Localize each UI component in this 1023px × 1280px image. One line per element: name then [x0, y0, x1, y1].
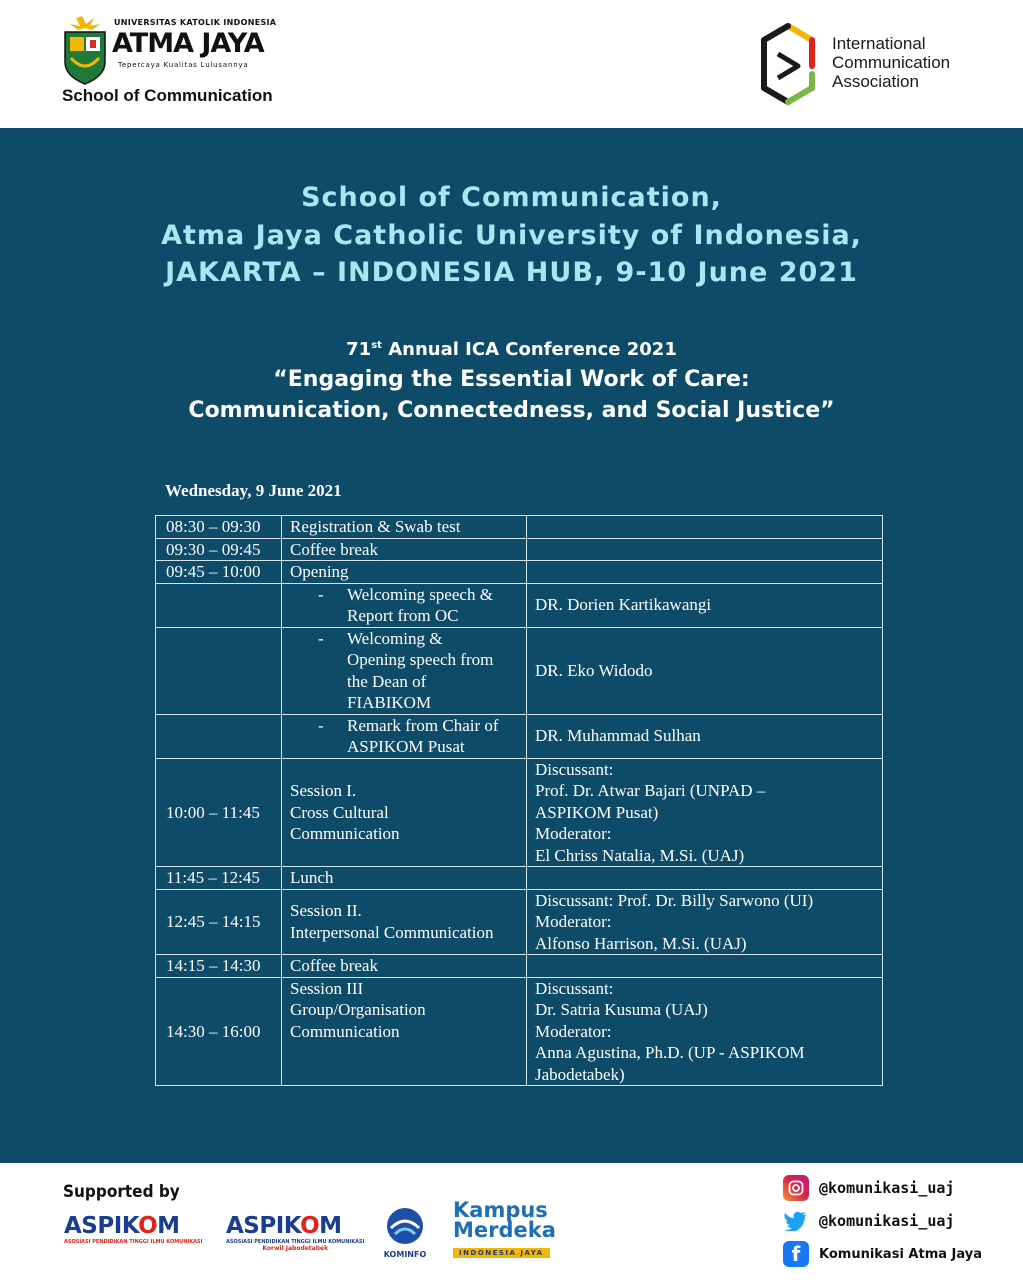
activity-line: Communication — [290, 1021, 400, 1041]
person-cell: DR. Eko Widodo — [527, 627, 883, 714]
aspikom-o: O — [300, 1213, 320, 1239]
schedule-date: Wednesday, 9 June 2021 — [165, 481, 342, 500]
activity-cell: Opening — [282, 561, 527, 584]
time-cell — [156, 583, 282, 627]
kominfo-logo — [381, 1206, 429, 1259]
instagram-text: @komunikasi_uaj — [819, 1179, 955, 1197]
activity-cell: Coffee break — [282, 538, 527, 561]
ica-hexagon-icon — [760, 22, 816, 108]
theme-line-2: Communication, Connectedness, and Social Justice” — [188, 398, 835, 423]
table-row — [156, 889, 883, 955]
activity-cell — [282, 583, 527, 627]
activity-cell: Coffee break — [282, 955, 527, 978]
activity-line: Welcoming speech & — [347, 584, 493, 604]
aspikom-subtitle: ASOSIASI PENDIDIKAN TINGGI ILMU KOMUNIKASI — [64, 1239, 203, 1245]
supported-by-label: Supported by — [63, 1182, 180, 1202]
activity-cell: Lunch — [282, 867, 527, 890]
twitter-icon — [783, 1208, 809, 1234]
merdeka-line-3: INDONESIA JAYA — [453, 1248, 550, 1258]
conference-edition: 71st Annual ICA Conference 2021 — [346, 339, 677, 360]
time-cell — [156, 714, 282, 758]
activity-cell — [282, 714, 527, 758]
time-cell: 14:30 – 16:00 — [156, 977, 282, 1086]
person-cell — [527, 758, 883, 867]
table-row — [156, 714, 883, 758]
ica-logo — [760, 22, 990, 108]
aspikom-region: Korwil Jabodetabek — [262, 1245, 329, 1252]
person-cell — [527, 889, 883, 955]
table-row — [156, 538, 883, 561]
table-row — [156, 758, 883, 867]
kominfo-label: KOMINFO — [383, 1250, 427, 1259]
activity-line: Group/Organisation — [290, 1000, 426, 1019]
merdeka-line-2: Merdeka — [453, 1218, 556, 1242]
atma-jaya-logo — [62, 12, 282, 108]
ica-line-3: Association — [832, 72, 919, 91]
person-line: Moderator: — [535, 1021, 612, 1041]
person-cell — [527, 867, 883, 890]
activity-cell — [282, 889, 527, 955]
theme-line-1: “Engaging the Essential Work of Care: — [273, 367, 750, 392]
person-line: Discussant: — [535, 978, 614, 998]
ica-line-2: Communication — [832, 53, 951, 72]
twitter-handle[interactable] — [783, 1208, 954, 1234]
aspikom-subtitle: ASOSIASI PENDIDIKAN TINGGI ILMU KOMUNIKASI — [226, 1239, 365, 1245]
brand-tagline: Tepercaya Kualitas Lulusannya — [118, 61, 249, 69]
person-line: Discussant: Prof. Dr. Billy Sarwono (UI) — [535, 890, 814, 910]
school-name: School of Communication — [62, 86, 273, 105]
person-line: ASPIKOM Pusat) — [535, 802, 659, 822]
facebook-icon: f — [783, 1241, 809, 1267]
title-line-1: School of Communication, — [301, 182, 722, 213]
person-line: Dr. Satria Kusuma (UAJ) — [535, 1000, 708, 1019]
person-cell: DR. Dorien Kartikawangi — [527, 583, 883, 627]
ica-line-1: International — [832, 34, 926, 53]
title-line-2: Atma Jaya Catholic University of Indonesia, — [161, 220, 862, 251]
aspikom-word: ASPIK — [64, 1213, 139, 1239]
merdeka-line-1: Kampus — [453, 1198, 548, 1222]
bullet-dash: - — [318, 584, 324, 604]
time-cell: 09:45 – 10:00 — [156, 561, 282, 584]
person-cell — [527, 516, 883, 539]
time-cell: 11:45 – 12:45 — [156, 867, 282, 890]
table-row — [156, 627, 883, 714]
time-cell: 14:15 – 14:30 — [156, 955, 282, 978]
time-cell: 12:45 – 14:15 — [156, 889, 282, 955]
activity-line: ASPIKOM Pusat — [347, 737, 465, 756]
time-cell — [156, 627, 282, 714]
table-row — [156, 561, 883, 584]
aspikom-m: M — [157, 1213, 180, 1239]
activity-line: Cross Cultural — [290, 802, 389, 822]
person-line: El Chriss Natalia, M.Si. (UAJ) — [535, 845, 745, 865]
table-row — [156, 867, 883, 890]
activity-line: Remark from Chair of — [347, 715, 499, 735]
person-line: Alfonso Harrison, M.Si. (UAJ) — [535, 933, 747, 953]
header — [0, 0, 1023, 128]
table-row — [156, 583, 883, 627]
activity-line: Session II. — [290, 901, 362, 921]
activity-cell — [282, 627, 527, 714]
person-line: Moderator: — [535, 824, 612, 843]
aspikom-m: M — [319, 1213, 342, 1239]
person-cell: DR. Muhammad Sulhan — [527, 714, 883, 758]
activity-line: Report from OC — [347, 606, 459, 625]
table-row — [156, 516, 883, 539]
schedule-table — [155, 515, 883, 1086]
ica-name — [832, 34, 950, 91]
aspikom-logo — [64, 1213, 202, 1245]
twitter-text: @komunikasi_uaj — [819, 1212, 955, 1230]
person-cell — [527, 538, 883, 561]
time-cell: 08:30 – 09:30 — [156, 516, 282, 539]
activity-line: Opening speech from — [347, 650, 494, 669]
person-line: Discussant: — [535, 759, 614, 779]
person-cell — [527, 955, 883, 978]
title-line-3: JAKARTA – INDONESIA HUB, 9-10 June 2021 — [165, 257, 858, 288]
atma-jaya-crest-icon — [62, 14, 108, 86]
activity-line: Interpersonal Communication — [290, 922, 494, 942]
bullet-dash: - — [318, 628, 324, 648]
university-line: UNIVERSITAS KATOLIK INDONESIA — [114, 18, 277, 27]
instagram-handle[interactable] — [783, 1175, 954, 1201]
aspikom-jabodetabek-logo — [226, 1213, 364, 1252]
bullet-dash: - — [318, 715, 324, 735]
facebook-text: Komunikasi Atma Jaya — [819, 1246, 983, 1262]
activity-cell — [282, 758, 527, 867]
brand-name: ATMA JAYA — [112, 28, 264, 59]
activity-cell — [282, 977, 527, 1086]
person-line: Prof. Dr. Atwar Bajari (UNPAD – — [535, 781, 766, 800]
person-line: Jabodetabek) — [535, 1064, 625, 1084]
person-cell — [527, 561, 883, 584]
activity-line: the Dean of — [347, 671, 427, 691]
kampus-merdeka-logo — [453, 1200, 556, 1259]
table-row — [156, 977, 883, 1086]
time-cell: 09:30 – 09:45 — [156, 538, 282, 561]
kominfo-emblem-icon — [383, 1206, 427, 1246]
activity-line: FIABIKOM — [347, 693, 432, 712]
activity-line: Communication — [290, 824, 400, 843]
table-row — [156, 955, 883, 978]
activity-line: Session III — [290, 978, 364, 998]
aspikom-word: ASPIK — [226, 1213, 301, 1239]
person-line: Moderator: — [535, 912, 612, 931]
aspikom-o: O — [138, 1213, 158, 1239]
activity-cell: Registration & Swab test — [282, 516, 527, 539]
time-cell: 10:00 – 11:45 — [156, 758, 282, 867]
person-line: Anna Agustina, Ph.D. (UP - ASPIKOM — [535, 1043, 805, 1062]
activity-line: Session I. — [290, 781, 357, 800]
activity-line: Welcoming & — [347, 628, 443, 648]
person-cell — [527, 977, 883, 1086]
instagram-icon — [783, 1175, 809, 1201]
facebook-page[interactable] — [783, 1241, 982, 1267]
